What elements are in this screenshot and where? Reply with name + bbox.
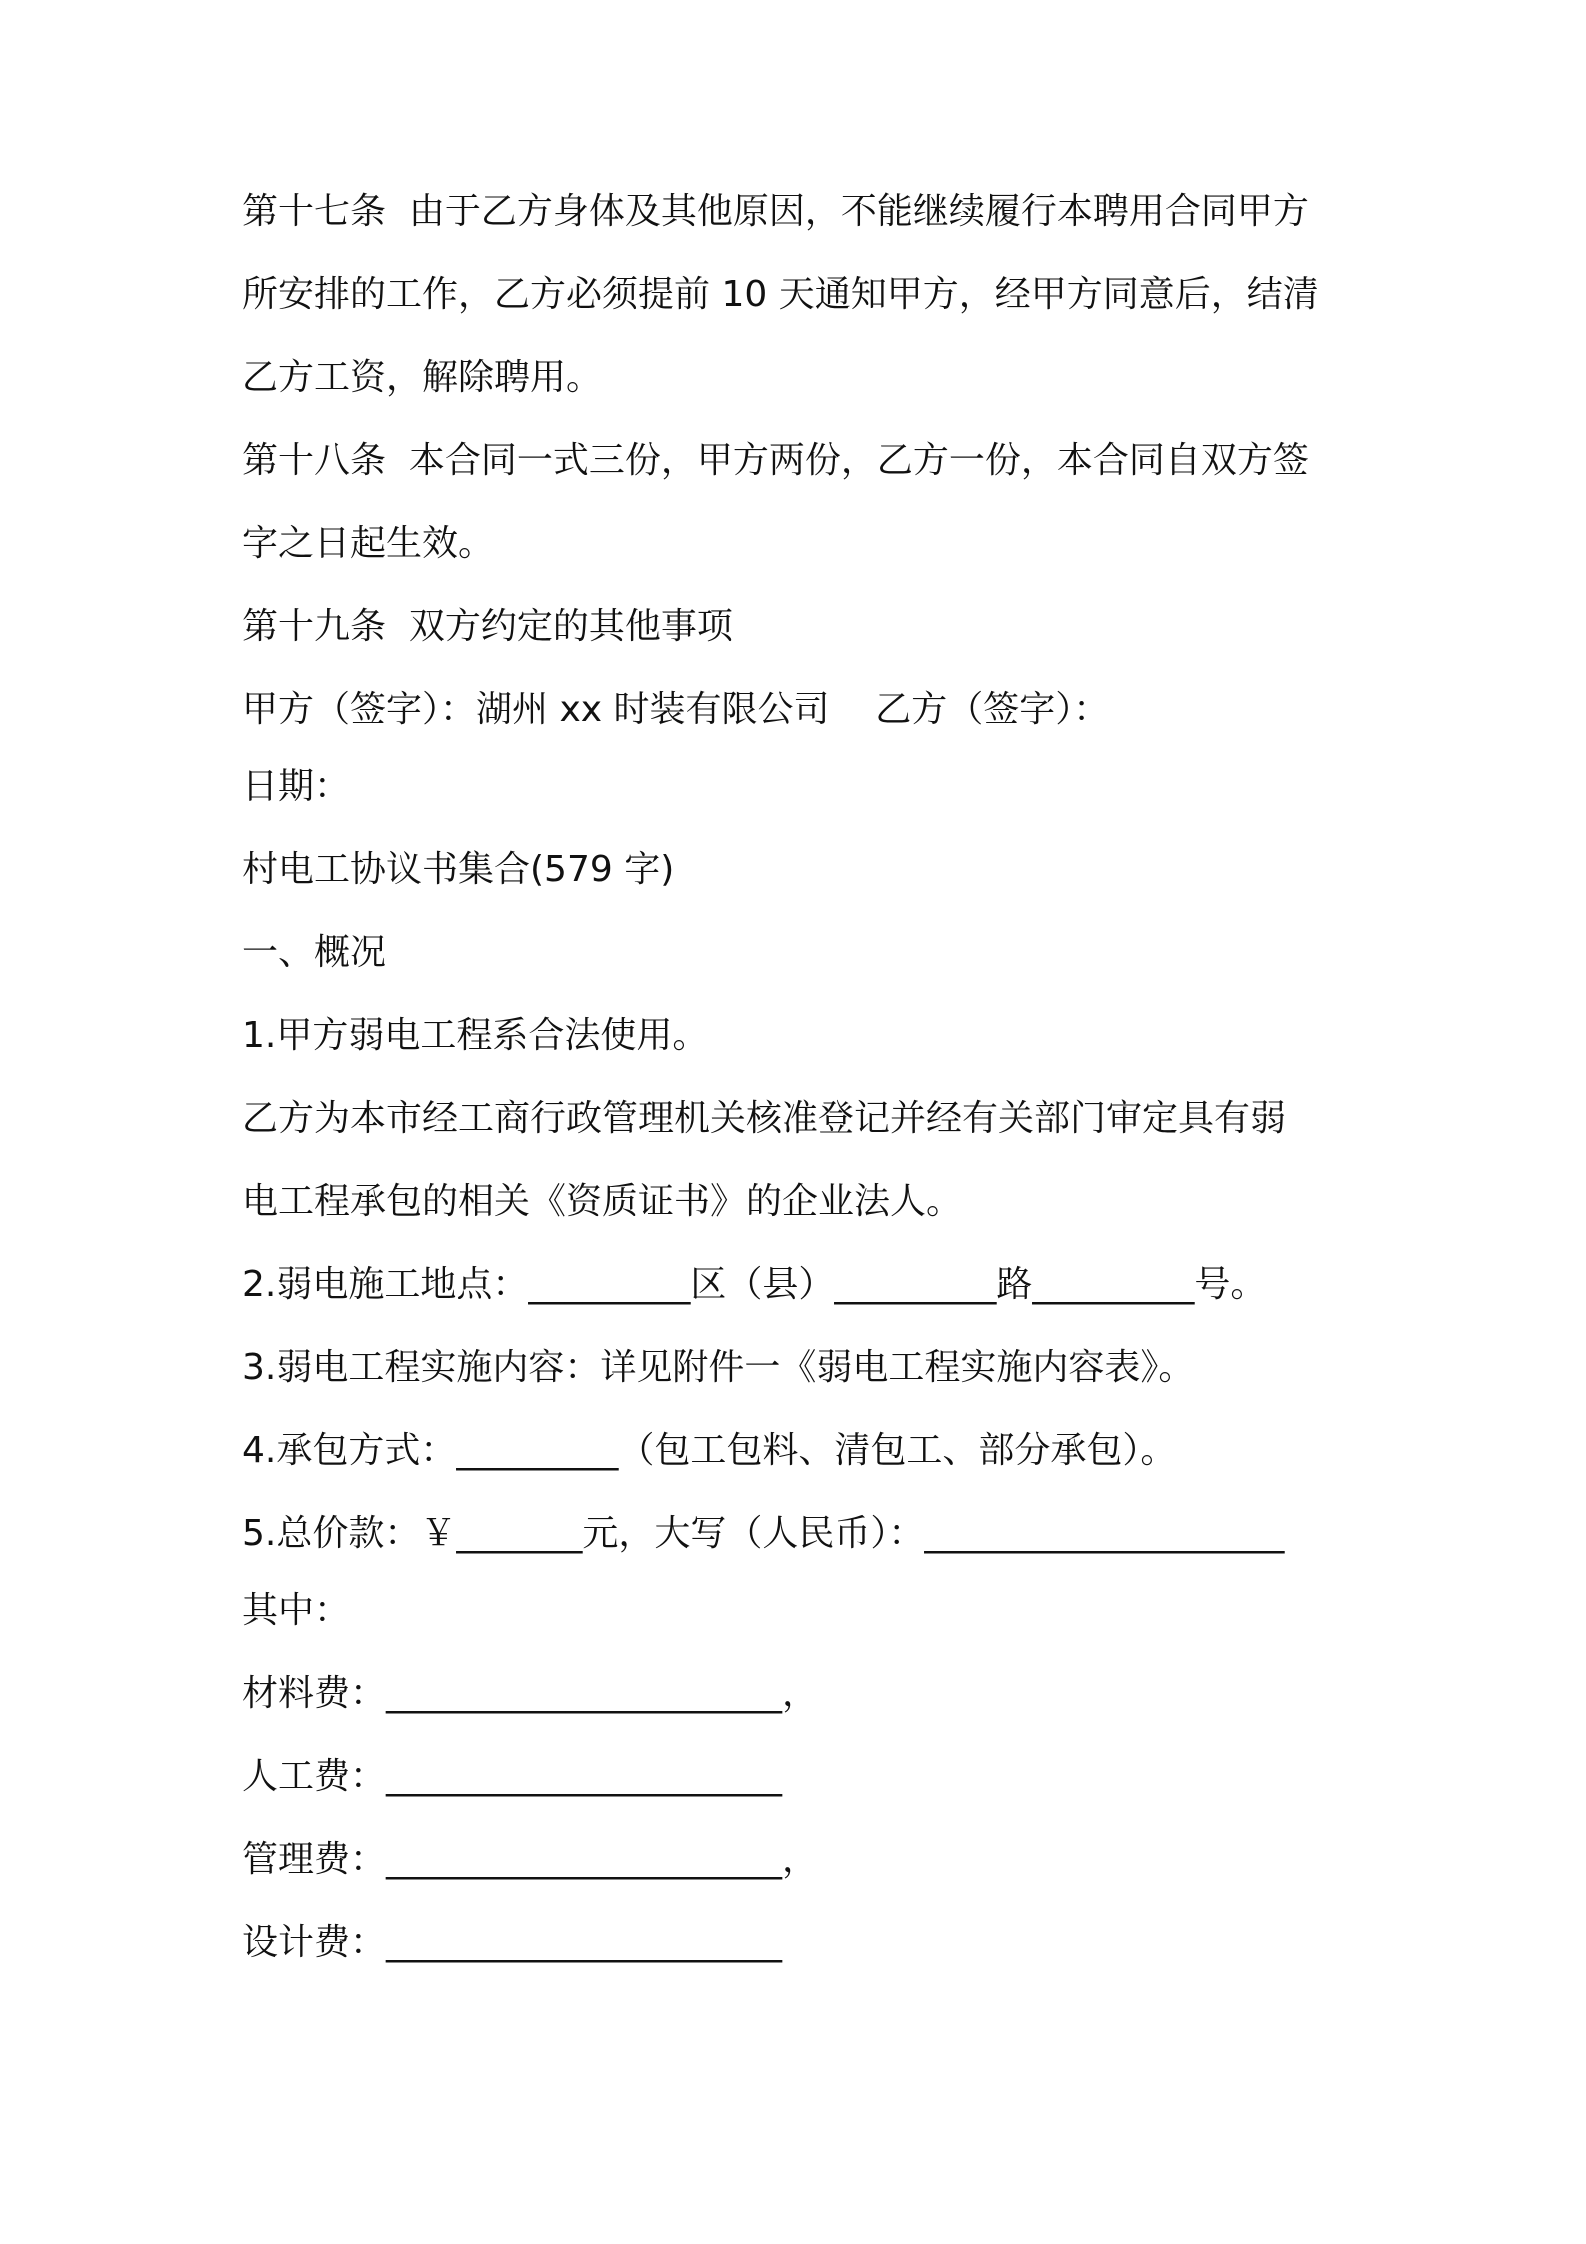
article-18-line-1: 第十八条 本合同一式三份，甲方两份，乙方一份，本合同自双方签 <box>242 440 1309 481</box>
date-line: 日期： <box>242 766 351 807</box>
signature-line: 甲方（签字）：湖州 xx 时装有限公司 乙方（签字）： <box>242 689 1110 730</box>
article-17-line-1: 第十七条 由于乙方身体及其他原因，不能继续履行本聘用合同甲方 <box>242 191 1309 232</box>
among-them-line: 其中： <box>242 1590 351 1631</box>
design-fee-line: 设计费：______________________ <box>242 1922 783 1963</box>
item-5-line: 5.总价款：￥_______元，大写（人民币）：____________________ <box>242 1513 1285 1554</box>
section-title: 村电工协议书集合(579 字) <box>242 849 675 890</box>
party-b-line-2: 电工程承包的相关《资质证书》的企业法人。 <box>242 1181 963 1222</box>
management-fee-line: 管理费：______________________， <box>242 1839 819 1880</box>
article-17-line-2: 所安排的工作，乙方必须提前 10 天通知甲方，经甲方同意后，结清 <box>242 274 1319 315</box>
article-18-line-2: 字之日起生效。 <box>242 523 495 564</box>
overview-heading: 一、概况 <box>242 932 387 973</box>
item-1-line: 1.甲方弱电工程系合法使用。 <box>242 1015 709 1056</box>
document-body <box>242 192 1362 1963</box>
item-4-line: 4.承包方式：_________（包工包料、清包工、部分承包）。 <box>242 1430 1177 1471</box>
item-3-line: 3.弱电工程实施内容：详见附件一《弱电工程实施内容表》。 <box>242 1347 1195 1388</box>
party-b-line-1: 乙方为本市经工商行政管理机关核准登记并经有关部门审定具有弱 <box>242 1098 1287 1139</box>
material-fee-line: 材料费：______________________， <box>242 1673 819 1714</box>
article-17-line-3: 乙方工资，解除聘用。 <box>242 357 603 398</box>
labor-fee-line: 人工费：______________________ <box>242 1756 783 1797</box>
item-2-line: 2.弱电施工地点：_________区（县）_________路_________号。 <box>242 1264 1267 1305</box>
article-19-line: 第十九条 双方约定的其他事项 <box>242 606 733 647</box>
